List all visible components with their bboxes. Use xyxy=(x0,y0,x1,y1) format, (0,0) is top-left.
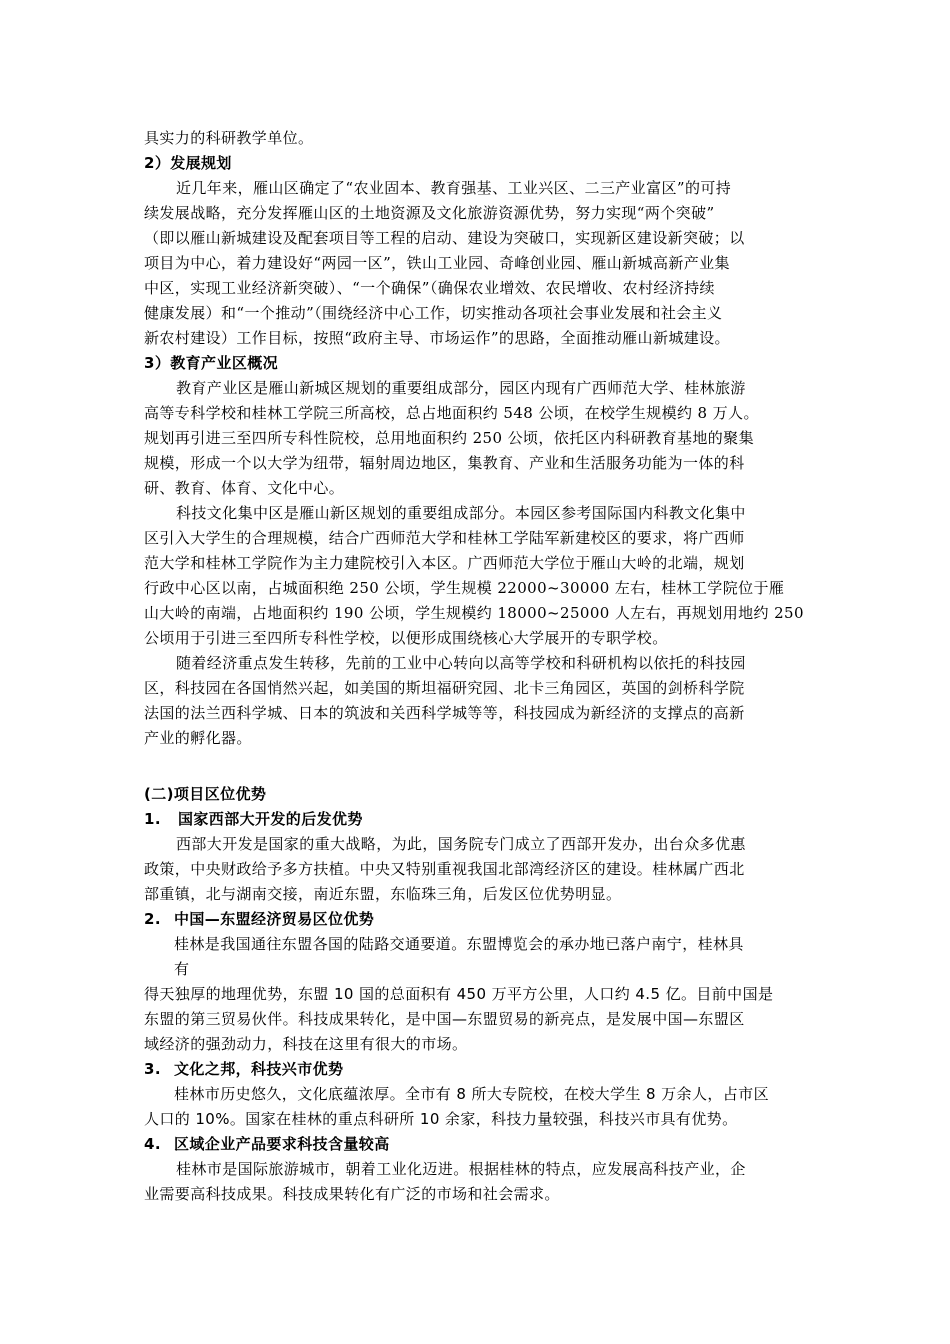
list-number: 3. xyxy=(144,1060,161,1078)
paragraph-line: 东盟的第三贸易伙伴。科技成果转化，是中国—东盟贸易的新亮点，是发展中国—东盟区 xyxy=(144,1010,745,1028)
paragraph-line: 项目为中心，着力建设好“两园一区”，铁山工业园、奇峰创业园、雁山新城高新产业集 xyxy=(144,254,730,272)
paragraph-line: 规划再引进三至四所专科性院校，总用地面积约 250 公顷，依托区内科研教育基地的聚集 xyxy=(144,429,754,447)
paragraph-line: 桂林是我国通往东盟各国的陆路交通要道。东盟博览会的承办地已落户南宁，桂林具 xyxy=(174,935,744,953)
paragraph-line: 政策，中央财政给予多方扶植。中央又特别重视我国北部湾经济区的建设。桂林属广西北 xyxy=(144,860,745,878)
section-heading: 3）教育产业区概况 xyxy=(144,354,279,372)
list-heading-text: 文化之邦，科技兴市优势 xyxy=(174,1060,344,1078)
paragraph-line: 人口的 10%。国家在桂林的重点科研所 10 余家，科技力量较强，科技兴市具有优势。 xyxy=(144,1110,738,1128)
list-heading-1 xyxy=(144,807,363,831)
paragraph-line: 健康发展）和“一个推动”（围绕经济中心工作，切实推动各项社会事业发展和社会主义 xyxy=(144,304,723,322)
paragraph-line: 具实力的科研教学单位。 xyxy=(144,129,314,147)
paragraph-line: 西部大开发是国家的重大战略，为此，国务院专门成立了西部开发办，出台众多优惠 xyxy=(176,835,746,853)
paragraph-line: 桂林市是国际旅游城市，朝着工业化迈进。根据桂林的特点，应发展高科技产业，企 xyxy=(176,1160,746,1178)
paragraph-line: 法国的法兰西科学城、日本的筑波和关西科学城等等，科技园成为新经济的支撑点的高新 xyxy=(144,704,745,722)
paragraph-line: 范大学和桂林工学院作为主力建院校引入本区。广西师范大学位于雁山大岭的北端，规划 xyxy=(144,554,745,572)
list-number: 4. xyxy=(144,1135,161,1153)
paragraph-line: 桂林市历史悠久，文化底蕴浓厚。全市有 8 所大专院校，在校大学生 8 万余人，占市区 xyxy=(174,1085,769,1103)
paragraph-line: 产业的孵化器。 xyxy=(144,729,252,747)
paragraph-line: 域经济的强劲动力，科技在这里有很大的市场。 xyxy=(144,1035,468,1053)
list-number: 2. xyxy=(144,910,161,928)
paragraph-line: 规模，形成一个以大学为纽带，辐射周边地区，集教育、产业和生活服务功能为一体的科 xyxy=(144,454,745,472)
paragraph-line: 区，科技园在各国悄然兴起，如美国的斯坦福研究园、北卡三角园区，英国的剑桥科学院 xyxy=(144,679,745,697)
paragraph-line: 近几年来，雁山区确定了“农业固本、教育强基、工业兴区、二三产业富区”的可持 xyxy=(176,179,732,197)
list-heading-text: 国家西部大开发的后发优势 xyxy=(178,810,363,828)
paragraph-line: 教育产业区是雁山新城区规划的重要组成部分，园区内现有广西师范大学、桂林旅游 xyxy=(176,379,746,397)
paragraph-line: 业需要高科技成果。科技成果转化有广泛的市场和社会需求。 xyxy=(144,1185,560,1203)
list-number: 1. xyxy=(144,810,161,828)
paragraph-line: （即以雁山新城建设及配套项目等工程的启动、建设为突破口，实现新区建设新突破；以 xyxy=(144,229,745,247)
paragraph-line: 高等专科学校和桂林工学院三所高校，总占地面积约 548 公顷，在校学生规模约 8 万人。 xyxy=(144,404,759,422)
paragraph-line: 山大岭的南端，占地面积约 190 公顷，学生规模约 18000~25000 人左右，再规划用地约 250 xyxy=(144,604,804,622)
paragraph-line: 得天独厚的地理优势，东盟 10 国的总面积有 450 万平方公里，人口约 4.5 亿。目前中国是 xyxy=(144,985,774,1003)
paragraph-line: 部重镇，北与湖南交接，南近东盟，东临珠三角，后发区位优势明显。 xyxy=(144,885,622,903)
paragraph-line: 行政中心区以南，占城面积绝 250 公顷，学生规模 22000~30000 左右，桂林工学院位于雁 xyxy=(144,579,785,597)
list-heading-3 xyxy=(144,1057,343,1081)
paragraph-line: 公顷用于引进三至四所专科性学校，以便形成围绕核心大学展开的专职学校。 xyxy=(144,629,668,647)
paragraph-line: 科技文化集中区是雁山新区规划的重要组成部分。本园区参考国际国内科教文化集中 xyxy=(176,504,746,522)
paragraph-line: 随着经济重点发生转移，先前的工业中心转向以高等学校和科研机构以依托的科技园 xyxy=(176,654,746,672)
list-heading-4 xyxy=(144,1132,390,1156)
paragraph-line: 新农村建设）工作目标，按照“政府主导、市场运作”的思路，全面推动雁山新城建设。 xyxy=(144,329,730,347)
paragraph-line: 续发展战略，充分发挥雁山区的土地资源及文化旅游资源优势，努力实现“两个突破” xyxy=(144,204,715,222)
paragraph-line: 有 xyxy=(174,960,190,978)
paragraph-line: 区引入大学生的合理规模，结合广西师范大学和桂林工学陆军新建校区的要求，将广西师 xyxy=(144,529,745,547)
paragraph-line: 研、教育、体育、文化中心。 xyxy=(144,479,345,497)
list-heading-2 xyxy=(144,907,374,931)
chapter-heading: (二)项目区位优势 xyxy=(144,785,267,803)
list-heading-text: 区域企业产品要求科技含量较高 xyxy=(174,1135,390,1153)
list-heading-text: 中国—东盟经济贸易区位优势 xyxy=(174,910,375,928)
section-heading: 2）发展规划 xyxy=(144,154,232,172)
paragraph-line: 中区，实现工业经济新突破）、“一个确保”（确保农业增效、农民增收、农村经济持续 xyxy=(144,279,715,297)
